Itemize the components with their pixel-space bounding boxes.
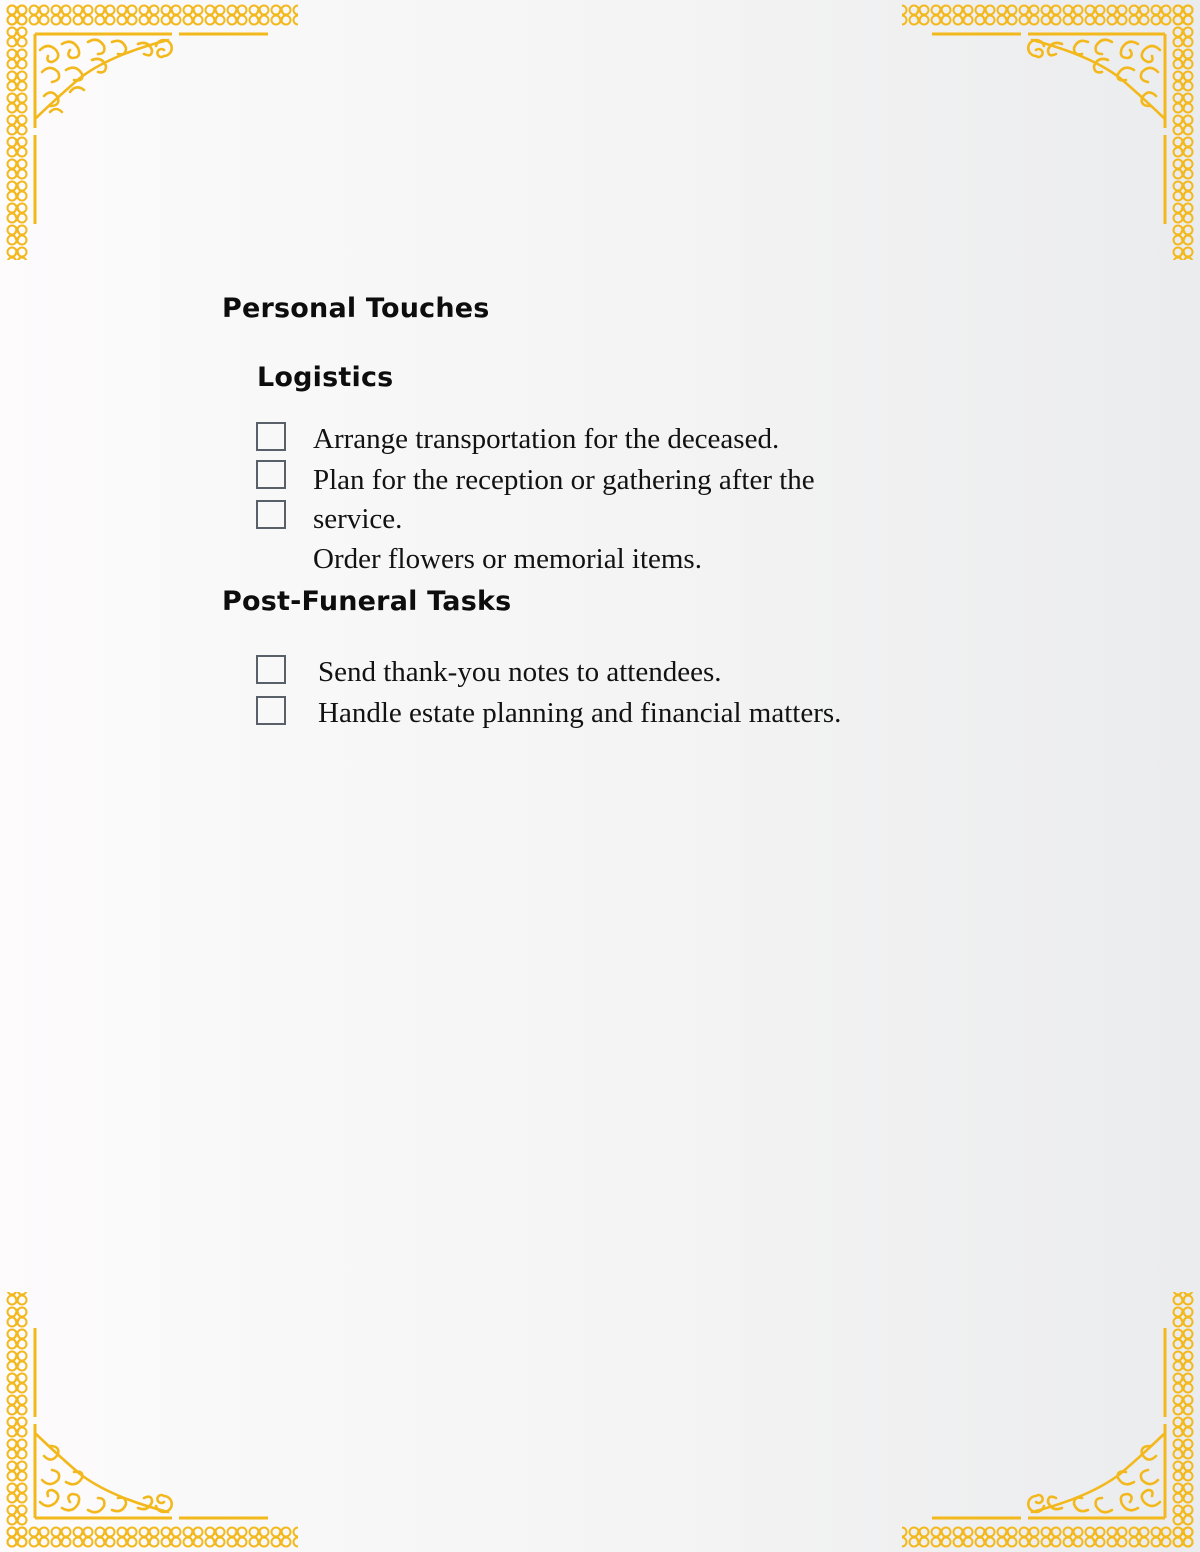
checkbox-send-thank-you-notes[interactable]: [256, 655, 286, 684]
task-order-flowers: Order flowers or memorial items.: [313, 543, 702, 575]
task-send-thank-you-notes: Send thank-you notes to attendees.: [318, 656, 722, 688]
task-arrange-transportation: Arrange transportation for the deceased.: [313, 423, 780, 455]
section-heading-post-funeral-tasks: Post-Funeral Tasks: [222, 586, 512, 617]
task-plan-reception: Plan for the reception or gathering after the: [313, 464, 815, 496]
corner-ornament-top-right-icon: [900, 0, 1200, 265]
corner-ornament-bottom-left-icon: [0, 1287, 300, 1552]
subsection-heading-logistics: Logistics: [257, 362, 394, 393]
checkbox-order-flowers[interactable]: [256, 500, 286, 529]
checkbox-handle-estate-planning[interactable]: [256, 696, 286, 725]
task-plan-reception-continued: service.: [313, 503, 403, 535]
task-handle-estate-planning: Handle estate planning and financial matters.: [318, 697, 842, 729]
corner-ornament-bottom-right-icon: [900, 1287, 1200, 1552]
section-heading-personal-touches: Personal Touches: [222, 293, 490, 324]
checkbox-arrange-transportation[interactable]: [256, 422, 286, 451]
corner-ornament-top-left-icon: [0, 0, 300, 265]
checkbox-plan-reception[interactable]: [256, 460, 286, 489]
